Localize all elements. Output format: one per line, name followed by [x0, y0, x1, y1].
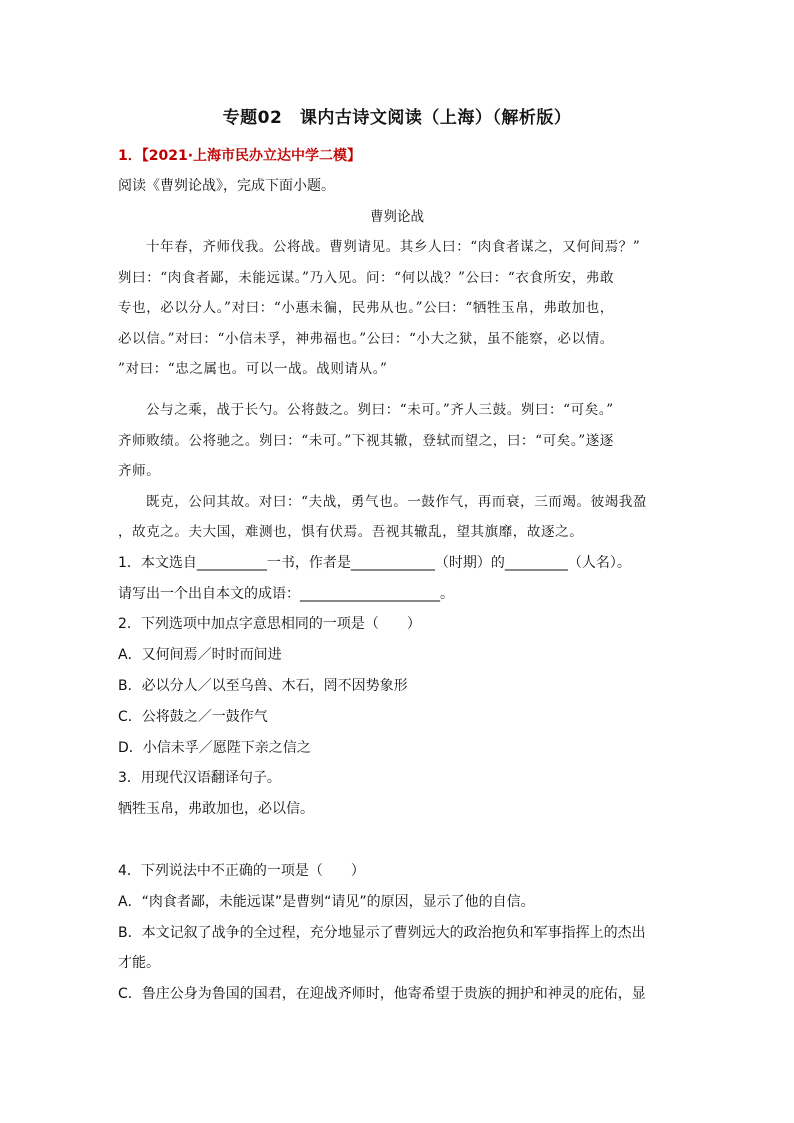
- question-source: 【2021·上海市民办立达中学二模】: [141, 148, 362, 164]
- passage-line: ，故克之。夫大国，难测也，惧有伏焉。吾视其辙乱，望其旗靡，故逐之。: [118, 524, 584, 540]
- question-line: 4．下列说法中不正确的一项是（ ）: [118, 863, 365, 879]
- document-title: 专题02 课内古诗文阅读（上海）（解析版）: [222, 108, 572, 128]
- question-line: 请写出一个出自本文的成语：____________________。: [118, 586, 454, 602]
- passage-line: 专也，必以分人。”对曰：“小惠未徧，民弗从也。”公曰：“牺牲玉帛，弗敢加也，: [118, 300, 614, 316]
- option-line: C．公将鼓之／一鼓作气: [118, 709, 268, 725]
- question-number: 1．: [118, 148, 142, 164]
- passage-line: 公与之乘，战于长勺。公将鼓之。刿曰：“未可。”齐人三鼓。刿曰：“可矣。”: [146, 402, 614, 418]
- passage-line: ”对曰：“忠之属也。可以一战。战则请从。”: [118, 361, 388, 377]
- option-line: B．本文记叙了战争的全过程，充分地显示了曹刿远大的政治抱负和军事指挥上的杰出: [118, 925, 646, 941]
- passage-line: 齐师。: [118, 463, 161, 479]
- passage-title: 曹刿论战: [370, 209, 424, 225]
- question-line: 3．用现代汉语翻译句子。: [118, 770, 281, 786]
- passage-line: 齐师败绩。公将驰之。刿曰：“未可。”下视其辙，登轼而望之，曰：“可矣。”遂逐: [118, 433, 614, 449]
- option-line: B．必以分人／以至乌兽、木石，罔不因势象形: [118, 678, 408, 694]
- question-line: 2．下列选项中加点字意思相同的一项是（ ）: [118, 616, 421, 632]
- question-line: 牺牲玉帛，弗敢加也，必以信。: [118, 801, 314, 817]
- question-header: [118, 146, 361, 166]
- question-line: 1．本文选自__________一书，作者是____________（时期）的_________（人名）。: [118, 555, 631, 571]
- option-line: D．小信未孚／愿陛下亲之信之: [118, 740, 311, 756]
- reading-instruction: 阅读《曹刿论战》，完成下面小题。: [118, 178, 335, 194]
- option-line: 才能。: [118, 955, 160, 971]
- option-line: A．又何间焉／时时而间进: [118, 647, 282, 663]
- passage-line: 十年春，齐师伐我。公将战。曹刿请见。其乡人曰：“肉食者谋之，又何间焉？”: [146, 239, 641, 255]
- option-line: A．“肉食者鄙，未能远谋”是曹刿“请见”的原因，显示了他的自信。: [118, 894, 535, 910]
- passage-line: 刿曰：“肉食者鄙，未能远谋。”乃入见。问：“何以战？”公曰：“衣食所安，弗敢: [118, 270, 615, 286]
- passage-line: 必以信。”对曰：“小信未孚，神弗福也。”公曰：“小大之狱，虽不能察，必以情。: [118, 331, 614, 347]
- option-line: C．鲁庄公身为鲁国的国君，在迎战齐师时，他寄希望于贵族的拥护和神灵的庇佑，显: [118, 986, 646, 1002]
- passage-line: 既克，公问其故。对曰：“夫战，勇气也。一鼓作气，再而衰，三而竭。彼竭我盈: [146, 494, 648, 510]
